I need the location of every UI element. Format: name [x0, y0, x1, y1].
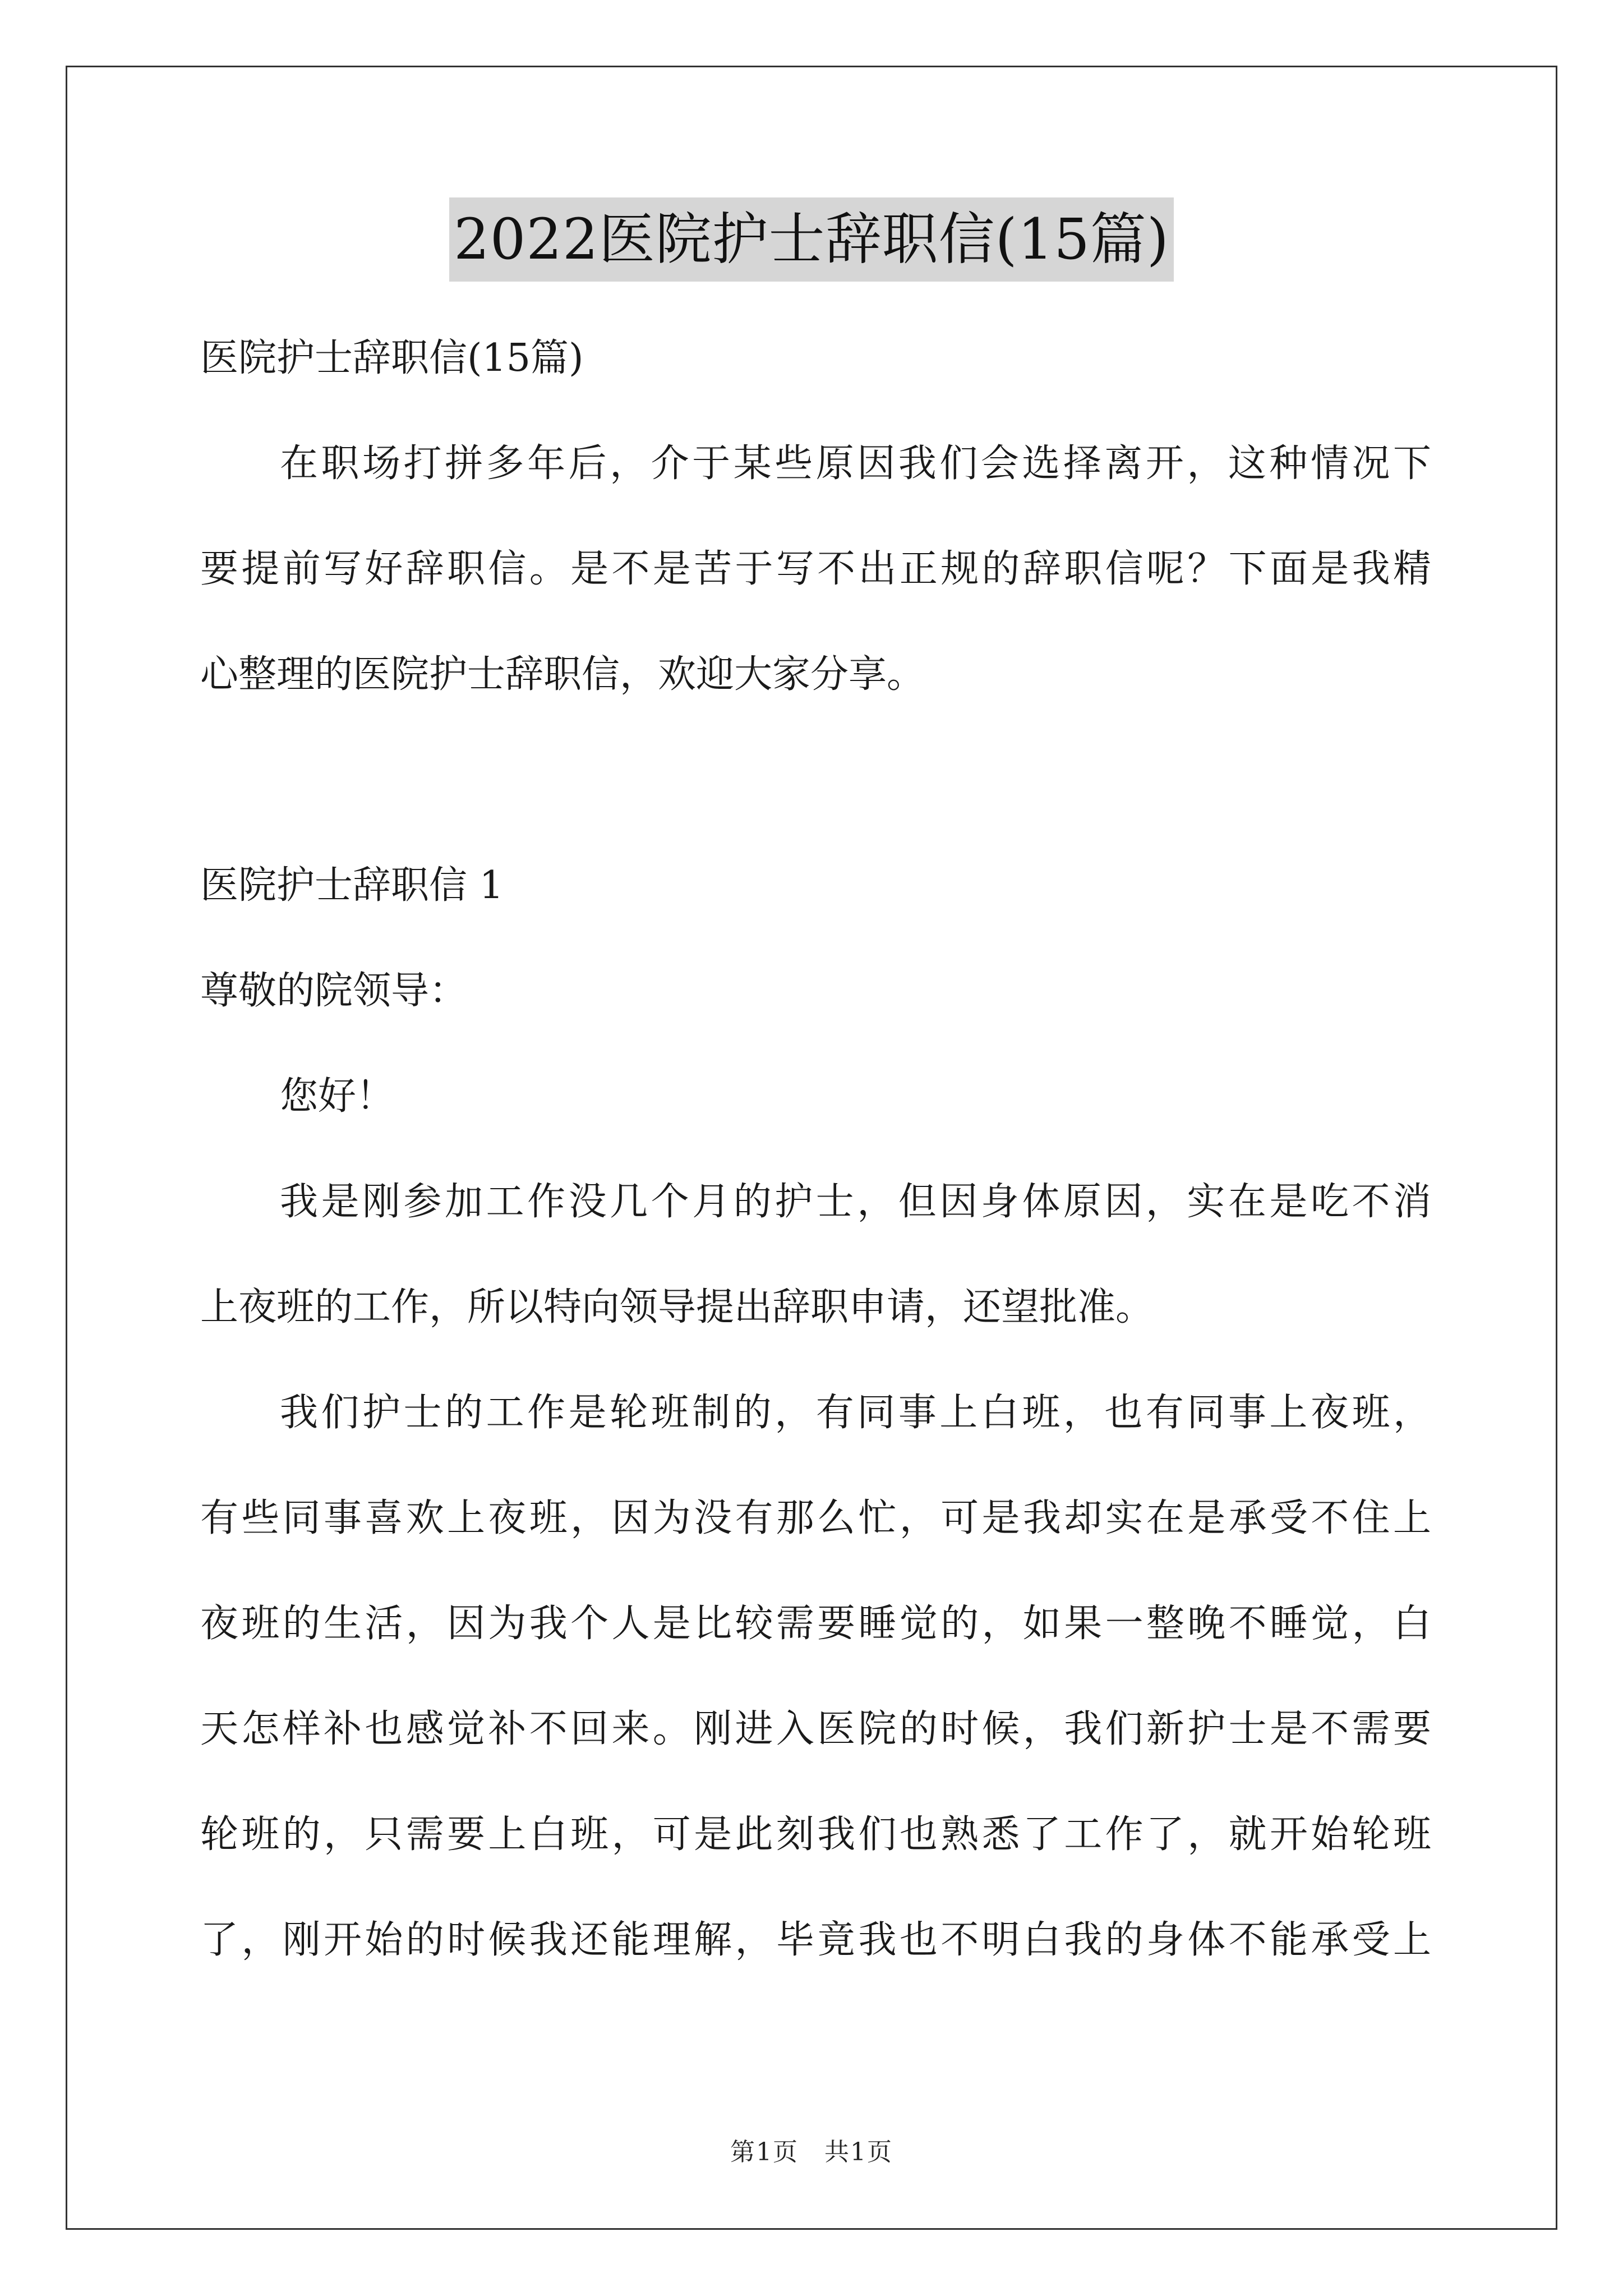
page-footer: 第1页 共1页 [730, 2138, 893, 2166]
intro-line: 要提前写好辞职信。是不是苦于写不出正规的辞职信呢？下面是我精 [200, 547, 1431, 591]
paragraph-line: 上夜班的工作，所以特向领导提出辞职申请，还望批准。 [200, 1285, 1154, 1329]
title-container [0, 197, 1623, 282]
document-body [200, 306, 1431, 1993]
paragraph-line: 了，刚开始的时候我还能理解，毕竟我也不明白我的身体不能承受上 [200, 1918, 1431, 1962]
paragraph-line: 轮班的，只需要上白班，可是此刻我们也熟悉了工作了，就开始轮班 [200, 1812, 1431, 1857]
greeting: 您好！ [280, 1074, 395, 1119]
paragraph-line: 夜班的生活，因为我个人是比较需要睡觉的，如果一整晚不睡觉，白 [200, 1602, 1431, 1646]
section-heading: 医院护士辞职信 1 [200, 863, 504, 908]
blank-line [200, 728, 1431, 833]
paragraph-line: 我们护士的工作是轮班制的，有同事上白班，也有同事上夜班， [280, 1391, 1431, 1435]
paragraph-line: 天怎样补也感觉补不回来。刚进入医院的时候，我们新护士是不需要 [200, 1707, 1431, 1751]
paragraph-line: 我是刚参加工作没几个月的护士，但因身体原因，实在是吃不消 [280, 1180, 1431, 1224]
paragraph-line: 有些同事喜欢上夜班，因为没有那么忙，可是我却实在是承受不住上 [200, 1496, 1431, 1540]
salutation: 尊敬的院领导： [200, 969, 468, 1013]
subtitle: 医院护士辞职信(15篇) [200, 336, 584, 380]
intro-line: 在职场打拼多年后，介于某些原因我们会选择离开，这种情况下 [280, 441, 1431, 486]
document-title: 2022医院护士辞职信(15篇) [449, 197, 1174, 282]
intro-line: 心整理的医院护士辞职信，欢迎大家分享。 [200, 652, 925, 697]
